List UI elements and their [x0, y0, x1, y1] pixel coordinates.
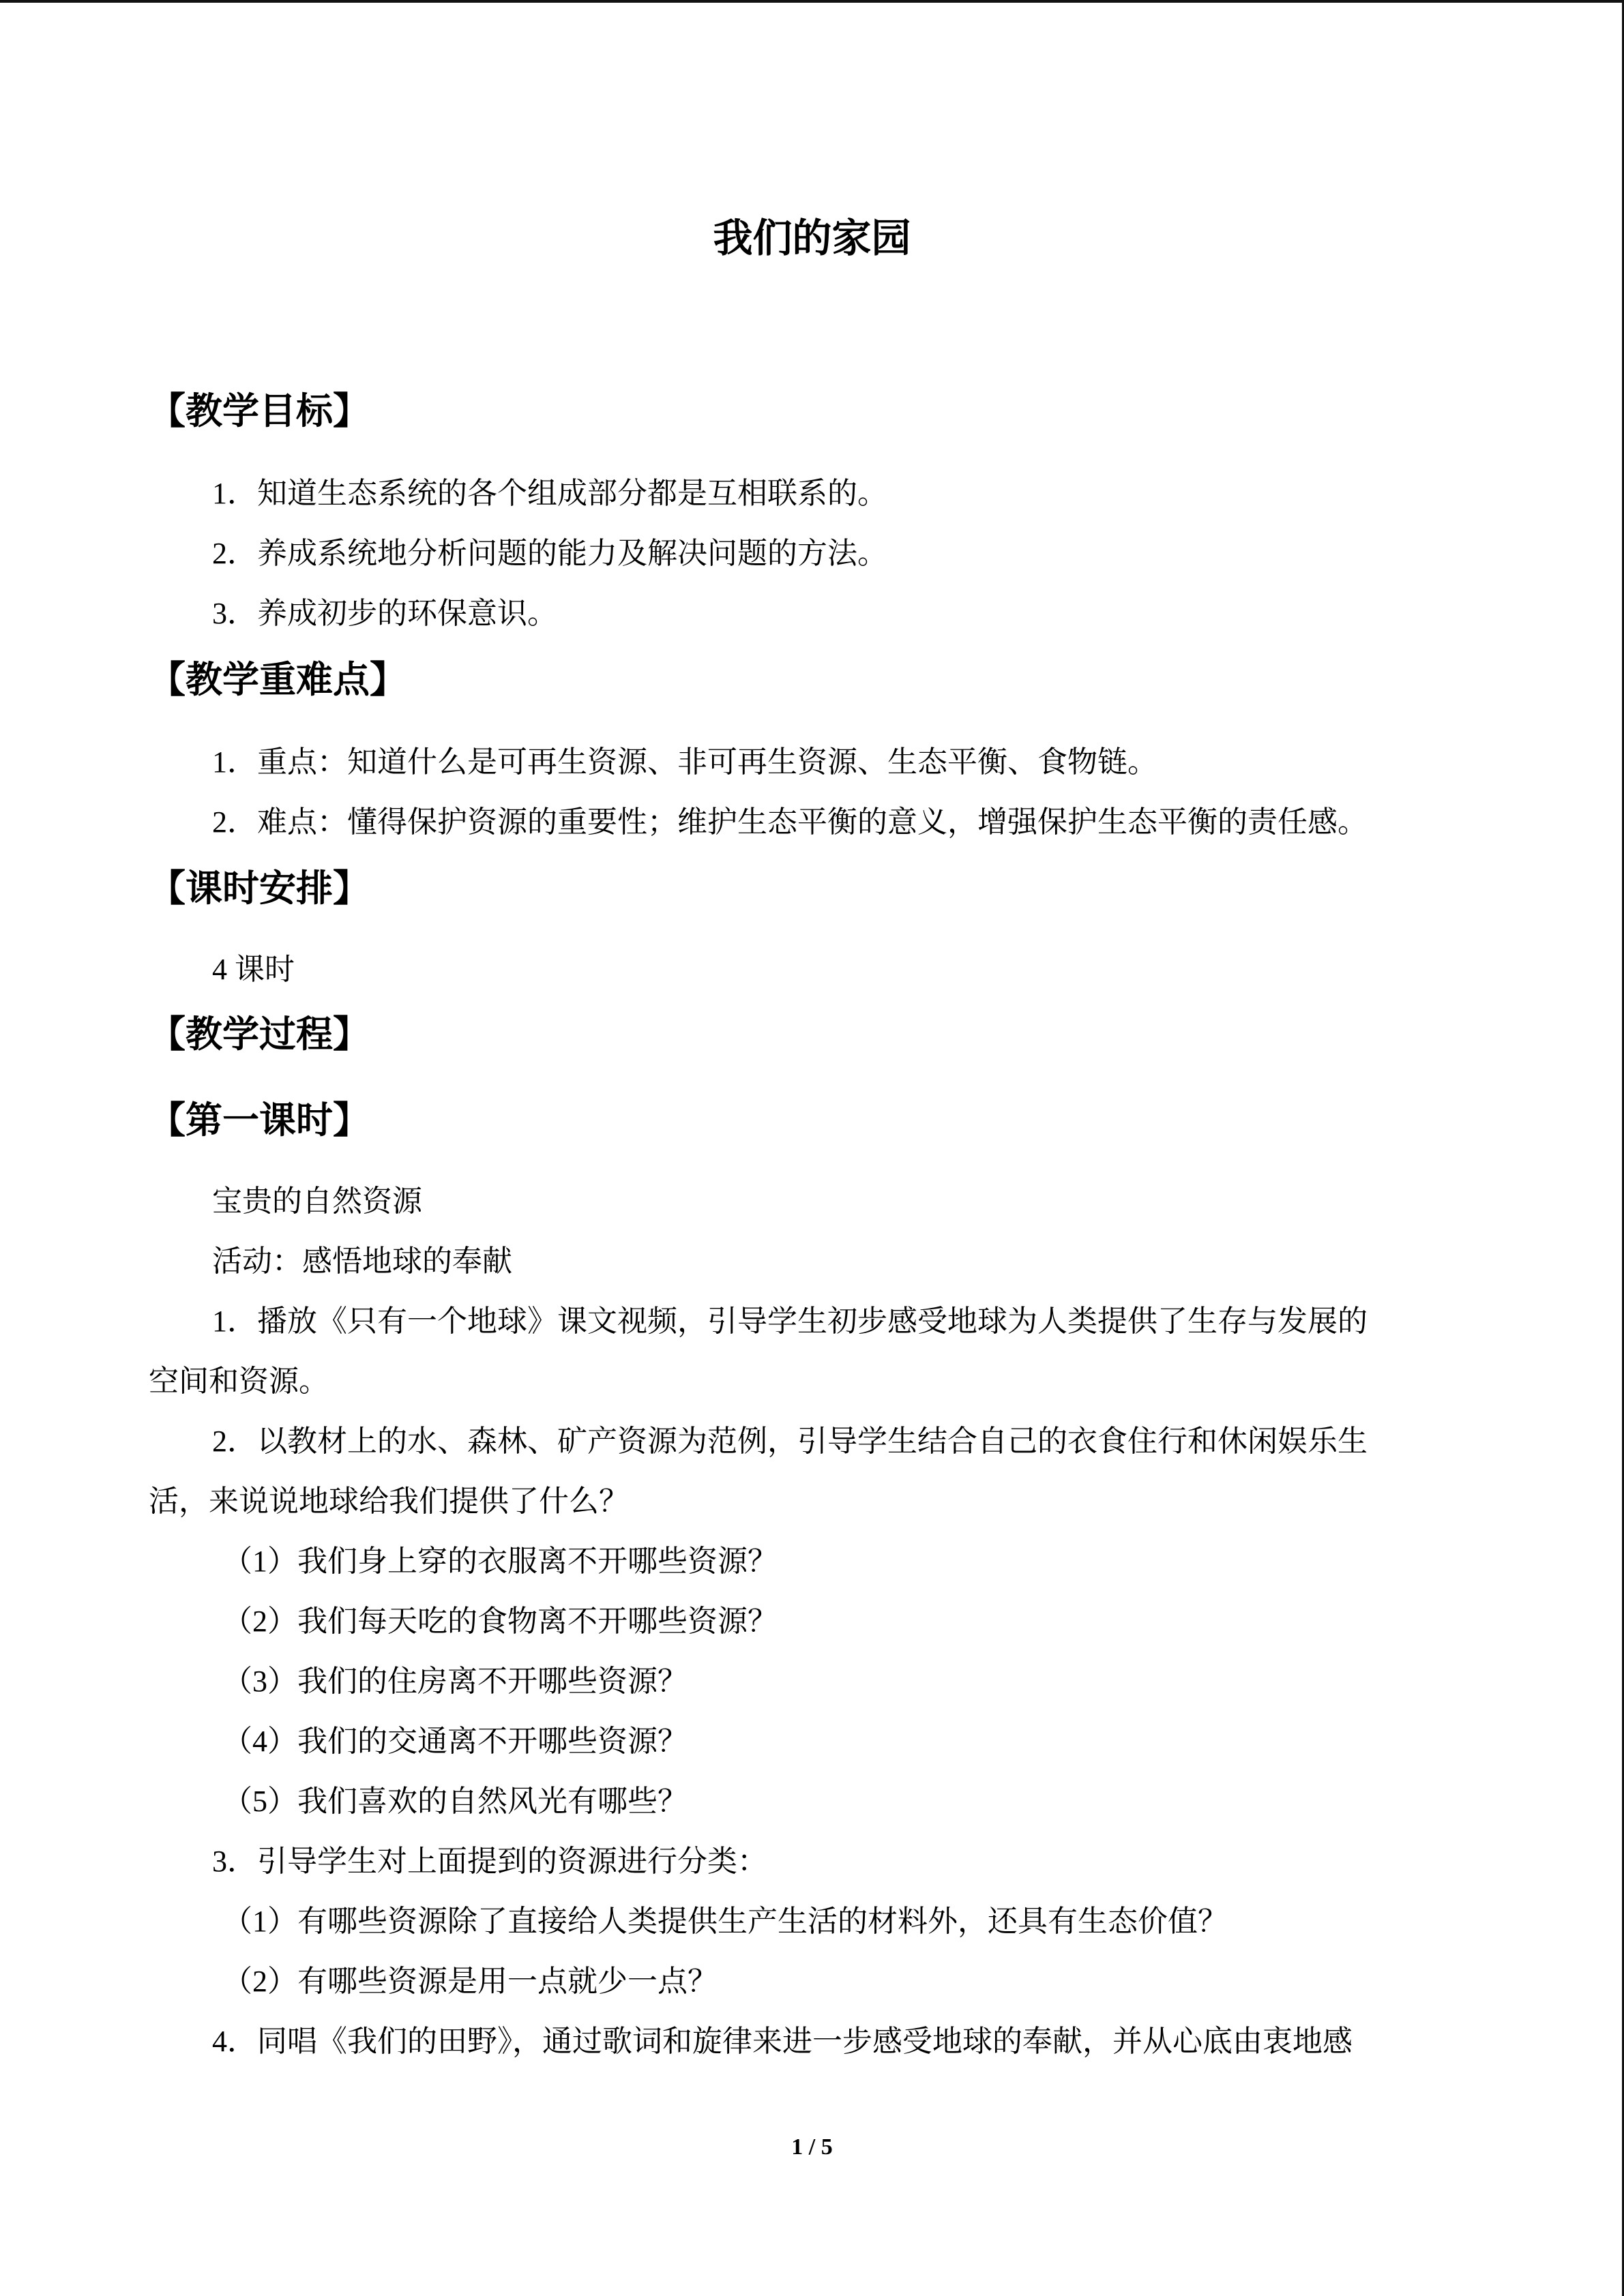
heading-lesson1: 【第一课时】	[149, 1100, 370, 1141]
step3-question: （2）有哪些资源是用一点就少一点？	[222, 1965, 718, 1998]
page-top-border	[0, 0, 1624, 3]
step3: 3．引导学生对上面提到的资源进行分类：	[212, 1845, 767, 1878]
heading-process: 【教学过程】	[149, 1014, 370, 1055]
key-point-item: 1．重点：知道什么是可再生资源、非可再生资源、生态平衡、食物链。	[212, 745, 1157, 779]
key-point-item: 2．难点：懂得保护资源的重要性；维护生态平衡的意义，增强保护生态平衡的责任感。	[212, 805, 1368, 839]
step2-question: （3）我们的住房离不开哪些资源？	[222, 1665, 688, 1698]
page-indicator: 1 / 5	[791, 2134, 833, 2160]
step4-line1: 4．同唱《我们的田野》，通过歌词和旋律来进一步感受地球的奉献，并从心底由衷地感	[212, 2025, 1353, 2058]
lesson-topic: 宝贵的自然资源	[212, 1184, 422, 1218]
step2-question: （1）我们身上穿的衣服离不开哪些资源？	[222, 1545, 778, 1578]
page-title: 我们的家园	[713, 216, 911, 260]
step1-line1: 1．播放《只有一个地球》课文视频，引导学生初步感受地球为人类提供了生存与发展的	[212, 1304, 1368, 1338]
step3-question: （1）有哪些资源除了直接给人类提供生产生活的材料外，还具有生态价值？	[222, 1905, 1228, 1938]
step2-question: （2）我们每天吃的食物离不开哪些资源？	[222, 1605, 778, 1638]
objective-item: 2．养成系统地分析问题的能力及解决问题的方法。	[212, 537, 887, 570]
step2-line2: 活，来说说地球给我们提供了什么？	[149, 1485, 629, 1518]
heading-key-points: 【教学重难点】	[149, 659, 407, 700]
objective-item: 1．知道生态系统的各个组成部分都是互相联系的。	[212, 477, 887, 510]
activity-title: 活动：感悟地球的奉献	[212, 1244, 512, 1278]
step2-question: （4）我们的交通离不开哪些资源？	[222, 1725, 688, 1758]
step1-line2: 空间和资源。	[149, 1365, 329, 1398]
objective-item: 3．养成初步的环保意识。	[212, 597, 557, 630]
schedule-text: 4 课时	[212, 953, 295, 986]
step2-question: （5）我们喜欢的自然风光有哪些？	[222, 1785, 688, 1818]
heading-objectives: 【教学目标】	[149, 391, 370, 432]
heading-schedule: 【课时安排】	[149, 868, 370, 909]
step2-line1: 2．以教材上的水、森林、矿产资源为范例，引导学生结合自己的衣食住行和休闲娱乐生	[212, 1425, 1368, 1458]
